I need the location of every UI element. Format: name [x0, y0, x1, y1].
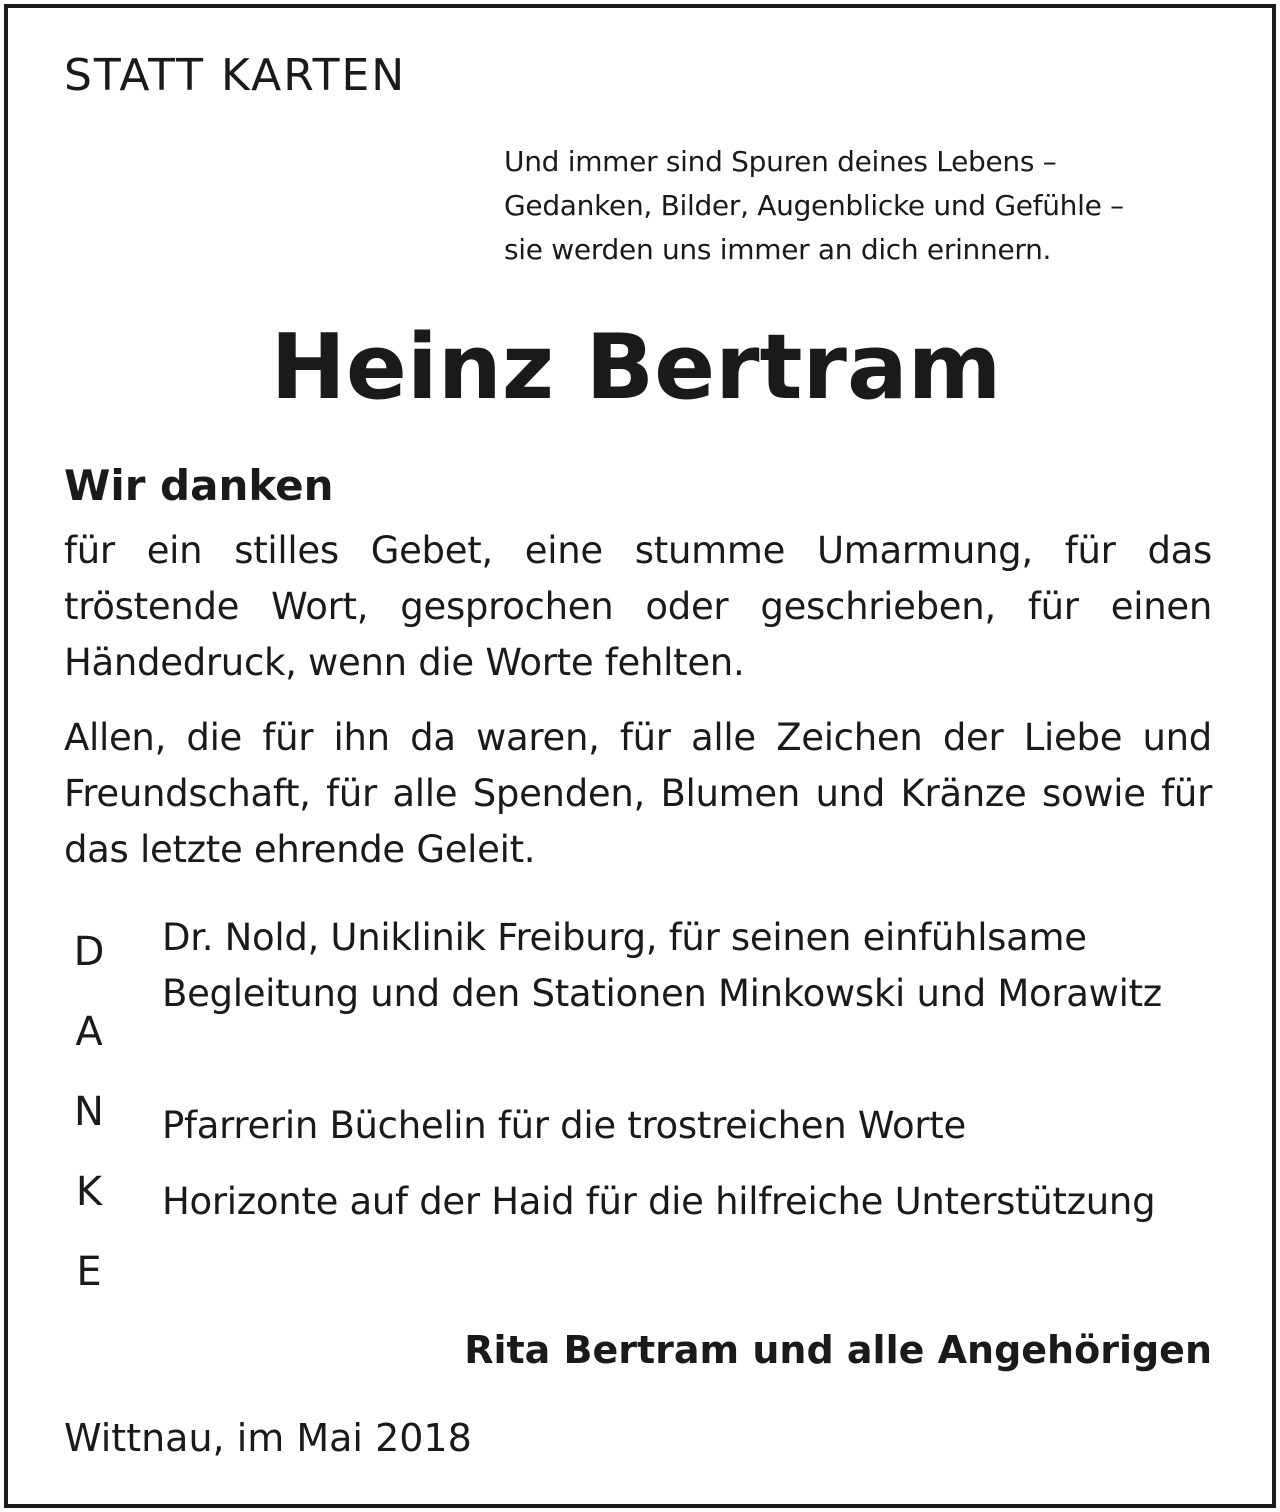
danke-entry-hospice: Horizonte auf der Haid für die hilfreiche Unterstützung	[162, 1180, 1156, 1223]
danke-letter: D	[73, 929, 105, 975]
memorial-poem	[504, 140, 1224, 272]
poem-line: sie werden uns immer an dich erinnern.	[504, 233, 1052, 266]
poem-line: Gedanken, Bilder, Augenblicke und Gefühle –	[504, 189, 1124, 222]
deceased-name: Heinz Bertram	[270, 315, 1002, 420]
statt-karten-label: STATT KARTEN	[64, 50, 407, 101]
danke-acrostic	[64, 912, 114, 1312]
danke-letter: A	[75, 1009, 103, 1055]
danke-entry-doctor: Dr. Nold, Uniklinik Freiburg, für seinen einfühlsame Begleitung und den Stationen Minkowski und Morawitz	[162, 916, 1162, 1015]
poem-line: Und immer sind Spuren deines Lebens –	[504, 145, 1057, 178]
danke-letter: E	[76, 1249, 102, 1295]
thanks-paragraph-2: Allen, die für ihn da waren, für alle Zeichen der Liebe und Freundschaft, für alle Spenden, Blumen und Kränze sowie für das letzte ehrende Geleit.	[64, 716, 1212, 871]
family-signature: Rita Bertram und alle Angehörigen	[464, 1328, 1212, 1372]
danke-letter: K	[75, 1169, 103, 1215]
thanks-heading: Wir danken	[64, 461, 334, 510]
thanks-paragraph-1: für ein stilles Gebet, eine stumme Umarmung, für das tröstende Wort, gesprochen oder geschrieben, für einen Händedruck, wenn die Worte fehlten.	[64, 529, 1212, 684]
place-date: Wittnau, im Mai 2018	[64, 1416, 472, 1460]
danke-entry-pastor: Pfarrerin Büchelin für die trostreichen Worte	[162, 1104, 966, 1147]
danke-letter: N	[74, 1089, 104, 1135]
